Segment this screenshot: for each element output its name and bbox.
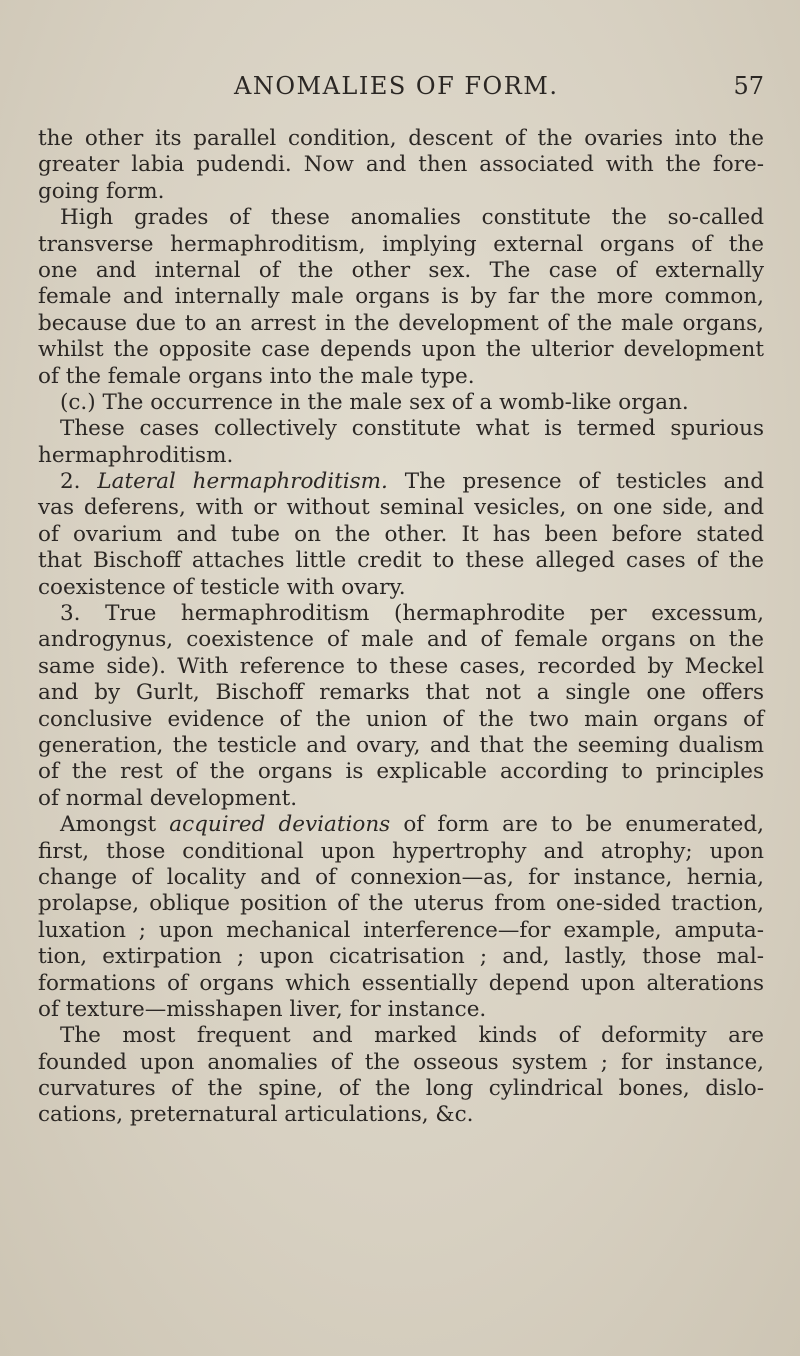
body-text (38, 126, 764, 1129)
text-line: same side). With reference to these cases, recorded by Meckel (38, 653, 764, 679)
text-line: conclusive evidence of the union of the two main organs of (38, 706, 764, 732)
text-line: cations, preternatural articulations, &c. (38, 1102, 474, 1128)
text-line: because due to an arrest in the development of the male organs, (38, 310, 764, 336)
text-line: curvatures of the spine, of the long cylindrical bones, dislo- (38, 1076, 764, 1102)
text-line: coexistence of testicle with ovary. (38, 574, 406, 600)
text-line: of normal development. (38, 785, 298, 811)
text-line: one and internal of the other sex. The case of externally (38, 257, 764, 283)
text-line: 3. True hermaphroditism (hermaphrodite per excessum, (60, 601, 764, 627)
text-line: the other its parallel condition, descent of the ovaries into the (38, 126, 764, 151)
running-title: ANOMALIES OF FORM. (234, 72, 559, 100)
text-line: The most frequent and marked kinds of deformity are (60, 1023, 764, 1049)
text-line: of texture—misshapen liver, for instance. (38, 996, 487, 1022)
text-line: of the female organs into the male type. (38, 363, 475, 389)
text-line: transverse hermaphroditism, implying external organs of the (38, 231, 764, 257)
text-fragment: of form are to be enumerated, (403, 812, 764, 838)
emphasis: acquired deviations (169, 812, 391, 838)
running-head (38, 72, 764, 112)
text-line: change of locality and of connexion—as, for instance, hernia, (38, 864, 764, 890)
text-line: female and internally male organs is by far the more common, (38, 284, 764, 310)
text-line: vas deferens, with or without seminal vesicles, on one side, and (38, 495, 764, 521)
text-line: first, those conditional upon hypertrophy and atrophy; upon (38, 838, 764, 864)
text-line (38, 469, 764, 495)
text-line: prolapse, oblique position of the uterus from one-sided traction, (38, 891, 764, 917)
text-line: androgynus, coexistence of male and of female organs on the (38, 627, 764, 653)
text-fragment: Amongst (60, 812, 157, 838)
text-line: of ovarium and tube on the other. It has been before stated (38, 521, 764, 547)
text-line: High grades of these anomalies constitute the so-called (60, 205, 764, 231)
text-line: formations of organs which essentially depend upon alterations (38, 970, 764, 996)
text-line: tion, extirpation ; upon cicatrisation ; and, lastly, those mal- (38, 944, 764, 970)
text-line: These cases collectively constitute what is termed spurious (60, 416, 764, 442)
text-line: (c.) The occurrence in the male sex of a womb-like organ. (60, 389, 689, 415)
text-line: founded upon anomalies of the osseous system ; for instance, (38, 1049, 764, 1075)
text-fragment: The presence of testicles and (404, 469, 764, 495)
section-heading: Lateral hermaphroditism. (97, 469, 388, 495)
text-line (38, 812, 764, 838)
text-line: luxation ; upon mechanical interference—for example, amputa- (38, 917, 764, 943)
text-line: and by Gurlt, Bischoff remarks that not a single one offers (38, 680, 764, 706)
section-number: 2. (60, 469, 81, 495)
text-line: whilst the opposite case depends upon the ulterior development (38, 337, 764, 363)
text-line: of the rest of the organs is explicable according to principles (38, 759, 764, 785)
text-line: generation, the testicle and ovary, and that the seeming dualism (38, 732, 764, 758)
page-number: 57 (733, 72, 764, 100)
text-line: greater labia pudendi. Now and then associated with the fore- (38, 152, 764, 178)
text-line: that Bischoff attaches little credit to these alleged cases of the (38, 548, 764, 574)
text-line: hermaphroditism. (38, 442, 234, 468)
text-line: going form. (38, 178, 165, 204)
